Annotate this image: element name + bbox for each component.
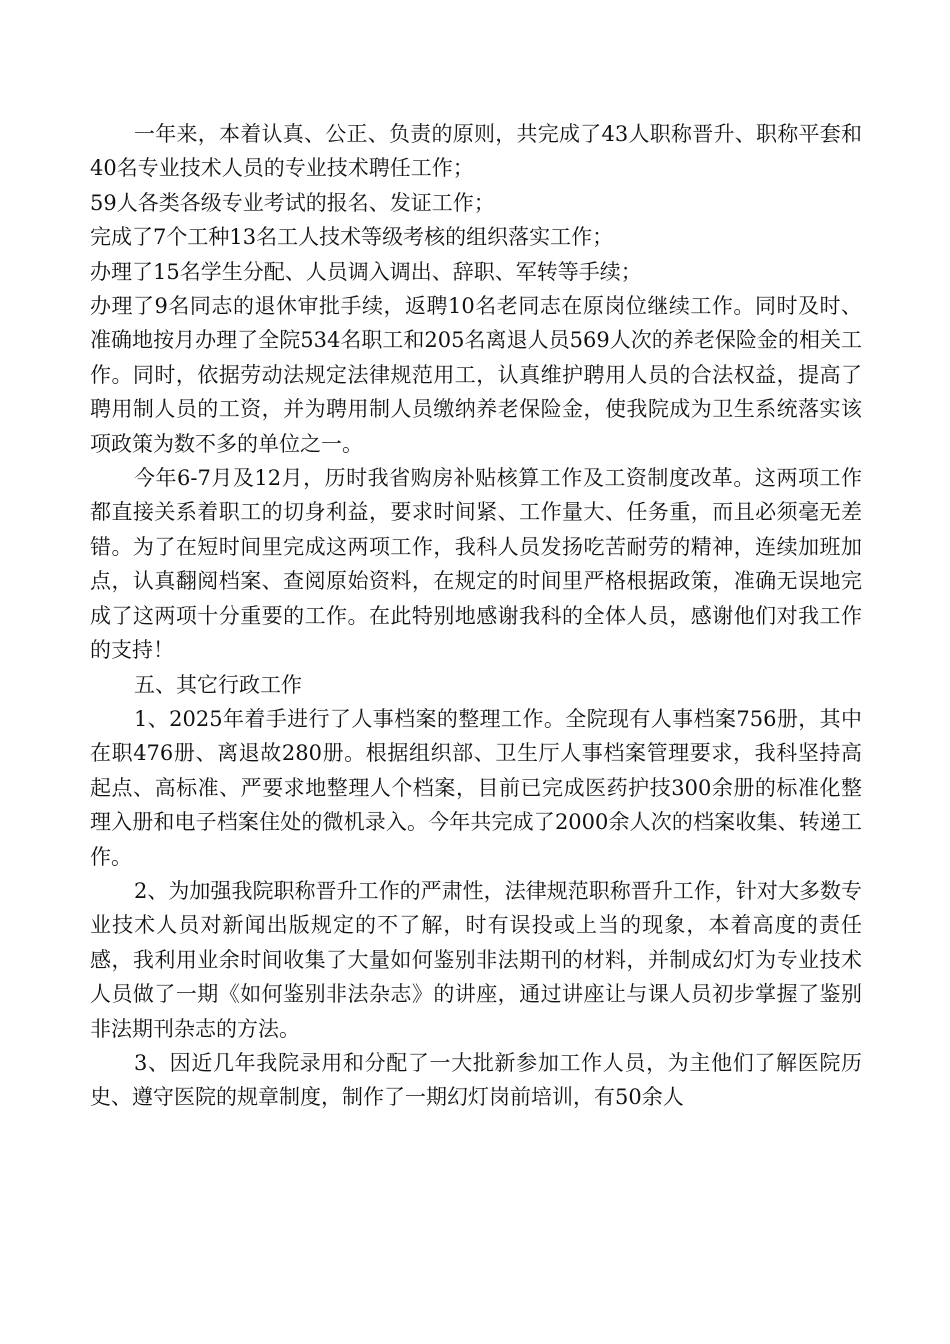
section-heading-other-admin-work: 五、其它行政工作 [134, 672, 302, 697]
paragraph-2: 59人各类各级专业考试的报名、发证工作； [90, 190, 495, 215]
document-page [90, 117, 862, 1115]
paragraph-3: 完成了7个工种13名工人技术等级考核的组织落实工作； [90, 225, 614, 250]
paragraph-1: 一年来，本着认真、公正、负责的原则，共完成了43人职称晋升、职称平套和40名专业技术人员的专业技术聘任工作； [90, 122, 862, 181]
paragraph-8: 2、为加强我院职称晋升工作的严肃性，法律规范职称晋升工作，针对大多数专业技术人员对新闻出版规定的不了解，时有误投或上当的现象，本着高度的责任感，我利用业余时间收集了大量如何鉴别非法期刊的材料，并制成幻灯为专业技术人员做了一期《如何鉴别非法杂志》的讲座，通过讲座让与课人员初步掌握了鉴别非法期刊杂志的方法。 [90, 878, 862, 1041]
paragraph-4: 办理了15名学生分配、人员调入调出、辞职、军转等手续； [90, 259, 642, 284]
paragraph-5: 办理了9名同志的退休审批手续，返聘10名老同志在原岗位继续工作。同时及时、准确地按月办理了全院534名职工和205名离退人员569人次的养老保险金的相关工作。同时，依据劳动法规定法律规范用工，认真维护聘用人员的合法权益，提高了聘用制人员的工资，并为聘用制人员缴纳养老保险金，使我院成为卫生系统落实该项政策为数不多的单位之一。 [90, 294, 862, 456]
paragraph-7: 1、2025年着手进行了人事档案的整理工作。全院现有人事档案756册，其中在职476册、离退故280册。根据组织部、卫生厅人事档案管理要求，我科坚持高起点、高标准、严要求地整理人个档案，目前已完成医药护技300余册的标准化整理入册和电子档案住处的微机录入。今年共完成了2000余人次的档案收集、转递工作。 [90, 706, 862, 869]
paragraph-6: 今年6-7月及12月，历时我省购房补贴核算工作及工资制度改革。这两项工作都直接关系着职工的切身利益，要求时间紧、工作量大、任务重，而且必须毫无差错。为了在短时间里完成这两项工作，我科人员发扬吃苦耐劳的精神，连续加班加点，认真翻阅档案、查阅原始资料，在规定的时间里严格根据政策，准确无误地完成了这两项十分重要的工作。在此特别地感谢我科的全体人员，感谢他们对我工作的支持！ [90, 466, 862, 663]
paragraph-9: 3、因近几年我院录用和分配了一大批新参加工作人员，为主他们了解医院历史、遵守医院的规章制度，制作了一期幻灯岗前培训，有50余人 [90, 1050, 862, 1110]
